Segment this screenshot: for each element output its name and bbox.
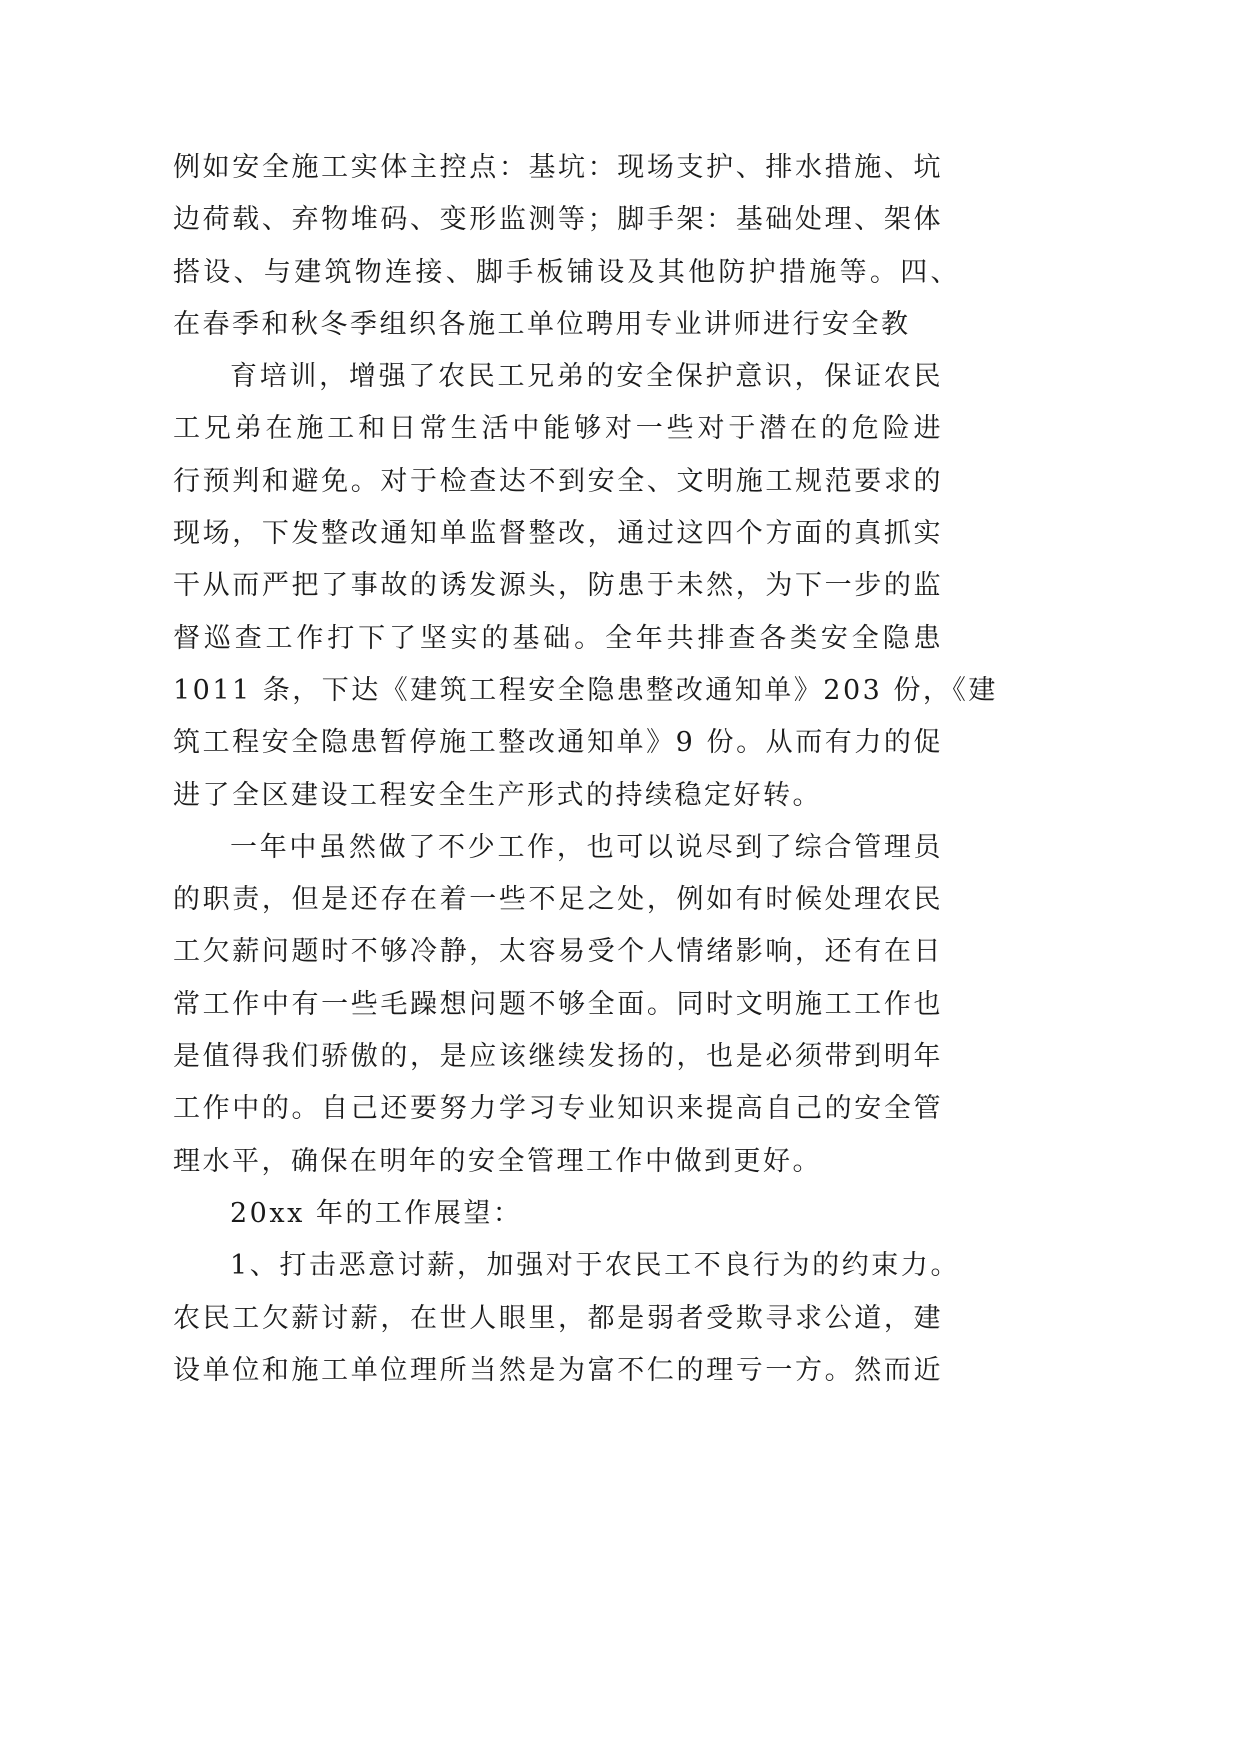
text-line: 工欠薪问题时不够冷静，太容易受个人情绪影响，还有在日 [173, 936, 943, 968]
text-line: 设单位和施工单位理所当然是为富不仁的理亏一方。然而近 [173, 1354, 943, 1386]
text-line: 育培训，增强了农民工兄弟的安全保护意识，保证农民 [230, 361, 943, 393]
text-line: 20xx 年的工作展望： [230, 1197, 523, 1229]
text-line: 边荷载、弃物堆码、变形监测等；脚手架：基础处理、架体 [173, 204, 943, 236]
text-line: 一年中虽然做了不少工作，也可以说尽到了综合管理员 [230, 831, 943, 863]
text-line: 农民工欠薪讨薪，在世人眼里，都是弱者受欺寻求公道，建 [173, 1302, 943, 1334]
body-text [173, 142, 998, 1397]
text-line: 现场，下发整改通知单监督整改，通过这四个方面的真抓实 [173, 518, 943, 550]
text-line: 1011 条，下达《建筑工程安全隐患整改通知单》203 份，《建 [173, 674, 998, 706]
text-line: 干从而严把了事故的诱发源头，防患于未然，为下一步的监 [173, 570, 943, 602]
text-line: 1、打击恶意讨薪，加强对于农民工不良行为的约束力。 [230, 1250, 960, 1282]
text-line: 在春季和秋冬季组织各施工单位聘用专业讲师进行安全教 [173, 308, 911, 340]
text-line: 理水平，确保在明年的安全管理工作中做到更好。 [173, 1145, 822, 1177]
text-line: 行预判和避免。对于检查达不到安全、文明施工规范要求的 [173, 465, 943, 497]
text-line: 筑工程安全隐患暂停施工整改通知单》9 份。从而有力的促 [173, 727, 943, 759]
text-line: 进了全区建设工程安全生产形式的持续稳定好转。 [173, 779, 822, 811]
text-line: 工作中的。自己还要努力学习专业知识来提高自己的安全管 [173, 1093, 943, 1125]
text-line: 搭设、与建筑物连接、脚手板铺设及其他防护措施等。四、 [173, 256, 960, 288]
text-line: 督巡查工作打下了坚实的基础。全年共排查各类安全隐患 [173, 622, 943, 654]
text-line: 是值得我们骄傲的，是应该继续发扬的，也是必须带到明年 [173, 1041, 943, 1073]
text-line: 的职责，但是还存在着一些不足之处，例如有时候处理农民 [173, 884, 943, 916]
text-line: 常工作中有一些毛躁想问题不够全面。同时文明施工工作也 [173, 988, 943, 1020]
text-line: 工兄弟在施工和日常生活中能够对一些对于潜在的危险进 [173, 413, 943, 445]
text-line: 例如安全施工实体主控点：基坑：现场支护、排水措施、坑 [173, 152, 943, 183]
